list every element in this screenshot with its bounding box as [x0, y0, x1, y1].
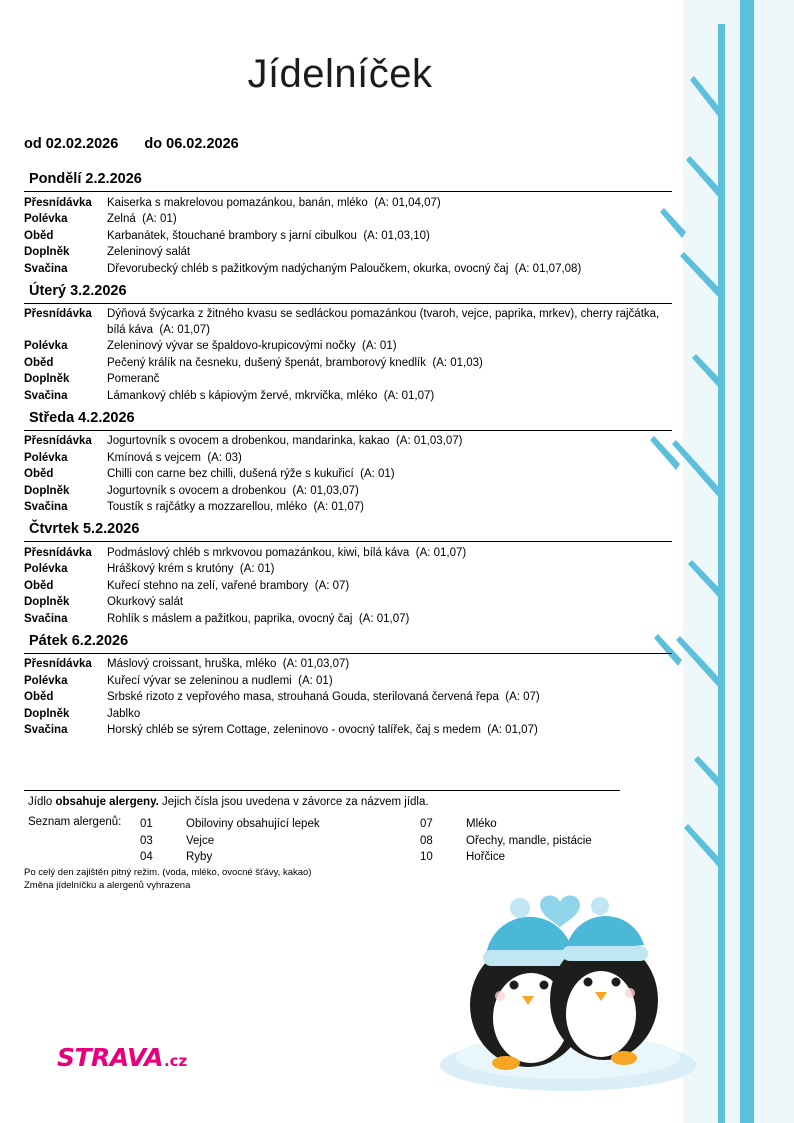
meal-allergens: (A: 07): [505, 691, 540, 704]
meal-description: [107, 451, 672, 467]
meal-description: [107, 723, 672, 739]
meal-label: Přesnídávka: [24, 658, 92, 671]
meal-row: [24, 611, 672, 628]
meal-label: Svačina: [24, 262, 68, 275]
meal-allergens: (A: 01): [142, 213, 177, 226]
allergen-list-heading: Seznam alergenů:: [28, 816, 122, 828]
day-block: [24, 518, 672, 628]
day-block: [24, 407, 672, 517]
meal-row: [24, 578, 672, 595]
meal-description: [107, 434, 672, 450]
meal-description: [107, 339, 672, 355]
allergen-list: [24, 816, 624, 866]
meal-description: [107, 212, 672, 228]
allergen-code: 08: [420, 834, 433, 847]
meal-row: [24, 307, 672, 339]
meal-text: Pečený králík na česneku, dušený špenát, bramborový knedlík: [107, 356, 426, 369]
meal-text: Podmáslový chléb s mrkvovou pomazánkou, kiwi, bílá káva: [107, 546, 410, 559]
meal-label: Přesnídávka: [24, 196, 92, 209]
meal-label: Svačina: [24, 389, 68, 402]
date-range: [24, 136, 239, 152]
meal-description: [107, 612, 672, 628]
allergen-name: Obiloviny obsahující lepek: [186, 818, 320, 830]
meal-text: Rohlík s máslem a pažitkou, paprika, ovocný čaj: [107, 612, 353, 625]
allergen-code: 01: [140, 818, 153, 830]
meal-text: Jogurtovník s ovocem a drobenkou: [107, 484, 286, 497]
allergen-note: [24, 796, 624, 808]
meal-allergens: (A: 01,03): [432, 356, 483, 369]
allergen-code: 04: [140, 851, 153, 864]
meal-row: [24, 355, 672, 372]
meal-row: [24, 212, 672, 229]
meal-allergens: (A: 01,03,07): [282, 658, 350, 671]
small-print-line-2: Změna jídelníčku a alergenů vyhrazena: [24, 879, 191, 891]
meal-row: [24, 434, 672, 451]
meal-text: Jogurtovník s ovocem a drobenkou, mandarinka, kakao: [107, 435, 390, 448]
meal-description: [107, 467, 672, 483]
meal-row: [24, 467, 672, 484]
meal-label: Svačina: [24, 501, 68, 514]
meal-description: [107, 196, 672, 212]
meal-label: Polévka: [24, 674, 68, 687]
small-print-line-1: Po celý den zajištěn pitný režim. (voda, mléko, ovocné šťávy, kakao): [24, 867, 312, 878]
meal-row: [24, 228, 672, 245]
meal-allergens: (A: 01,07): [415, 546, 467, 559]
meal-row: [24, 372, 672, 389]
allergen-code: 07: [420, 818, 433, 830]
meal-description: [107, 389, 672, 405]
meal-allergens: (A: 01,07): [358, 612, 410, 625]
meal-allergens: (A: 01): [362, 340, 397, 353]
page-title: Jídelníček: [247, 52, 433, 96]
meal-row: [24, 690, 672, 707]
meal-description: [107, 307, 672, 338]
meal-label: Oběd: [24, 229, 54, 242]
allergen-item: [140, 833, 420, 850]
meal-label: Oběd: [24, 579, 54, 592]
meal-description: [107, 690, 672, 706]
day-heading: Pátek 6.2.2026: [24, 630, 672, 654]
meal-label: Přesnídávka: [24, 546, 92, 559]
meal-text: Karbanátek, štouchané brambory s jarní cibulkou: [107, 229, 357, 242]
meal-label: Doplněk: [24, 707, 70, 720]
allergen-name: Vejce: [186, 834, 215, 847]
meal-label: Doplněk: [24, 596, 70, 609]
meal-text: Kuřecí stehno na zelí, vařené brambory: [107, 579, 309, 592]
allergen-item: [420, 833, 592, 850]
allergen-item: [140, 849, 420, 866]
meal-text: Pomeranč: [107, 373, 160, 386]
meal-label: Doplněk: [24, 484, 70, 497]
day-heading: Úterý 3.2.2026: [24, 280, 672, 304]
meal-description: [107, 579, 672, 595]
date-range-to: do 06.02.2026: [144, 136, 239, 152]
allergen-column-right: [420, 816, 592, 866]
meal-description: [107, 657, 672, 673]
strava-logo-suffix: .cz: [163, 1052, 188, 1070]
meal-label: Polévka: [24, 563, 68, 576]
meal-text: Zeleninový salát: [107, 246, 191, 259]
meal-allergens: (A: 01,07): [313, 501, 364, 514]
allergen-note-bold: obsahuje alergeny.: [55, 796, 159, 808]
meal-allergens: (A: 01,07): [487, 724, 538, 737]
meal-label: Svačina: [24, 612, 68, 625]
meal-text: Kuřecí vývar se zeleninou a nudlemi: [107, 674, 292, 687]
meal-allergens: (A: 01,04,07): [374, 196, 441, 209]
meal-row: [24, 388, 672, 405]
small-print: [24, 867, 311, 893]
footer-divider: [24, 790, 620, 791]
meal-allergens: (A: 01,03,07): [395, 435, 463, 448]
meal-allergens: (A: 01,03,07): [292, 484, 359, 497]
meal-description: [107, 674, 672, 690]
allergen-footer: [24, 790, 624, 866]
strava-logo-main: STRAVA: [57, 1043, 163, 1072]
allergen-item: [420, 849, 592, 866]
meal-description: [107, 562, 672, 578]
meal-description: [107, 229, 672, 245]
meal-label: Polévka: [24, 451, 68, 464]
meal-allergens: (A: 01,07,08): [514, 262, 582, 275]
meal-text: Horský chléb se sýrem Cottage, zeleninovo - ovocný talířek, čaj s medem: [107, 724, 481, 737]
meal-row: [24, 545, 672, 562]
allergen-name: Hořčice: [466, 851, 505, 864]
strava-logo[interactable]: [57, 1043, 187, 1072]
meal-text: Máslový croissant, hruška, mléko: [107, 658, 277, 671]
day-heading: Čtvrtek 5.2.2026: [24, 518, 672, 542]
meal-label: Oběd: [24, 691, 54, 704]
meal-text: Kmínová s vejcem: [107, 451, 201, 464]
meal-label: Doplněk: [24, 246, 70, 259]
meal-row: [24, 195, 672, 212]
meal-row: [24, 450, 672, 467]
meal-label: Polévka: [24, 213, 68, 226]
meal-allergens: (A: 01): [239, 563, 275, 576]
meal-row: [24, 595, 672, 612]
meal-text: Zelná: [107, 213, 136, 226]
meal-text: Lámankový chléb s kápiovým žervé, mkrvička, mléko: [107, 389, 378, 402]
allergen-column-left: [140, 816, 420, 866]
allergen-name: Mléko: [466, 818, 497, 830]
day-block: [24, 630, 672, 740]
meal-allergens: (A: 01,07): [383, 389, 435, 402]
day-heading: Pondělí 2.2.2026: [24, 168, 672, 192]
allergen-item: [420, 816, 592, 833]
allergen-note-prefix: Jídlo: [28, 796, 56, 808]
meal-allergens: (A: 01,03,10): [363, 229, 430, 242]
meal-text: Srbské rizoto z vepřového masa, strouhaná Gouda, sterilovaná červená řepa: [107, 691, 499, 704]
meal-allergens: (A: 01): [360, 468, 395, 481]
meal-allergens: (A: 01,07): [159, 323, 210, 336]
meal-label: Přesnídávka: [24, 308, 92, 321]
meal-row: [24, 657, 672, 674]
meal-text: Zeleninový vývar se špaldovo-krupicovými nočky: [107, 340, 356, 353]
allergen-note-suffix: Jejich čísla jsou uvedena v závorce za názvem jídla.: [158, 796, 429, 808]
allergen-item: [140, 816, 420, 833]
allergen-name: Ryby: [186, 851, 213, 864]
day-block: [24, 280, 672, 405]
meal-allergens: (A: 07): [314, 579, 350, 592]
meal-description: [107, 546, 672, 562]
meal-allergens: (A: 01): [298, 674, 333, 687]
meal-allergens: (A: 03): [207, 451, 242, 464]
meal-description: [107, 500, 672, 516]
meal-label: Svačina: [24, 724, 68, 737]
meal-row: [24, 673, 672, 690]
day-heading: Středa 4.2.2026: [24, 407, 672, 431]
meal-text: Chilli con carne bez chilli, dušená rýže s kukuřicí: [107, 468, 354, 481]
meal-row: [24, 483, 672, 500]
meal-description: [107, 372, 672, 388]
meal-label: Polévka: [24, 340, 68, 353]
meal-text: Kaiserka s makrelovou pomazánkou, banán, mléko: [107, 196, 368, 209]
meal-description: [107, 484, 672, 500]
meal-text: Dýňová švýcarka z žitného kvasu se sedláckou pomazánkou (tvaroh, vejce, paprika, mrkev), cherry rajčátka, bílá káva: [107, 308, 660, 336]
allergen-name: Ořechy, mandle, pistácie: [466, 834, 592, 847]
meal-description: [107, 707, 672, 723]
date-range-from: od 02.02.2026: [24, 136, 119, 152]
meal-description: [107, 245, 672, 261]
meal-text: Okurkový salát: [107, 596, 184, 609]
meal-label: Přesnídávka: [24, 435, 92, 448]
meal-text: Dřevorubecký chléb s pažitkovým nadýchaným Paloučkem, okurka, ovocný čaj: [107, 262, 509, 275]
meal-description: [107, 262, 672, 278]
meal-text: Toustík s rajčátky a mozzarellou, mléko: [107, 501, 308, 514]
meal-description: [107, 356, 672, 372]
allergen-code: 03: [140, 834, 153, 847]
meal-label: Oběd: [24, 356, 54, 369]
meal-row: [24, 261, 672, 278]
days-container: [24, 168, 672, 741]
meal-row: [24, 245, 672, 262]
meal-row: [24, 500, 672, 517]
meal-row: [24, 706, 672, 723]
meal-description: [107, 595, 672, 611]
meal-label: Doplněk: [24, 373, 70, 386]
day-block: [24, 168, 672, 278]
meal-row: [24, 562, 672, 579]
meal-label: Oběd: [24, 468, 54, 481]
meal-text: Hráškový krém s krutóny: [107, 563, 234, 576]
meal-row: [24, 339, 672, 356]
allergen-code: 10: [420, 851, 433, 864]
meal-text: Jablko: [107, 707, 141, 720]
meal-row: [24, 723, 672, 740]
